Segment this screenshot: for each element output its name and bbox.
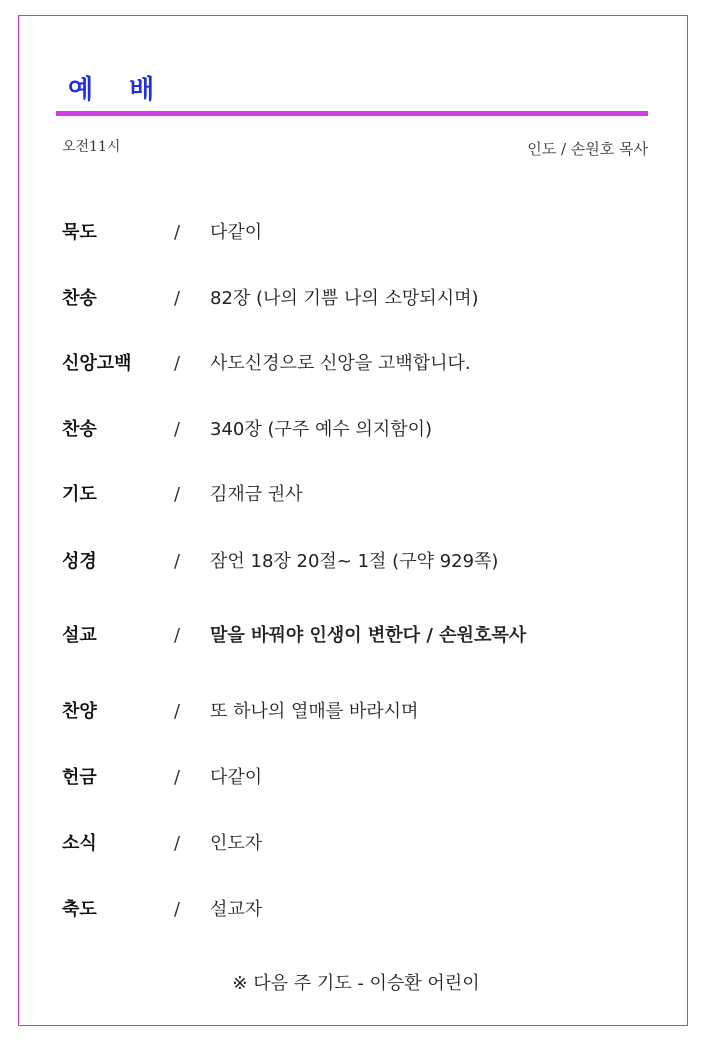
order-item-separator: / <box>174 484 181 505</box>
order-item-hymn <box>0 415 712 445</box>
order-item-content: 말을 바꿔야 인생이 변한다 / 손원호목사 <box>210 625 527 646</box>
order-item-silent-prayer <box>0 218 712 248</box>
order-item-content: 82장 (나의 기쁨 나의 소망되시며) <box>210 288 479 309</box>
order-item-label: 묵도 <box>62 222 97 243</box>
order-item-separator: / <box>174 625 181 646</box>
order-item-content: 인도자 <box>210 833 263 854</box>
next-week-prayer-note: ※ 다음 주 기도 - 이승환 어린이 <box>232 973 480 994</box>
order-item-announcements <box>0 829 712 859</box>
order-item-separator: / <box>174 419 181 440</box>
order-item-content: 사도신경으로 신앙을 고백합니다. <box>210 353 471 374</box>
order-item-label: 축도 <box>62 899 97 920</box>
order-item-label: 성경 <box>62 551 97 572</box>
order-item-content: 또 하나의 열매를 바라시며 <box>210 701 419 722</box>
order-item-benediction <box>0 895 712 925</box>
order-item-label: 신앙고백 <box>62 353 132 374</box>
order-item-separator: / <box>174 701 181 722</box>
order-item-content: 김재금 권사 <box>210 484 303 505</box>
order-item-label: 기도 <box>62 484 97 505</box>
order-item-separator: / <box>174 222 181 243</box>
order-item-content: 다같이 <box>210 767 263 788</box>
order-item-content: 340장 (구주 예수 의지함이) <box>210 419 433 440</box>
service-leader: 인도 / 손원호 목사 <box>527 140 648 158</box>
service-time: 오전11시 <box>62 139 121 155</box>
order-item-separator: / <box>174 899 181 920</box>
order-item-separator: / <box>174 288 181 309</box>
order-item-content: 잠언 18장 20절~ 1절 (구약 929쪽) <box>210 551 499 572</box>
order-item-label: 찬송 <box>62 419 97 440</box>
order-item-separator: / <box>174 551 181 572</box>
order-item-label: 찬송 <box>62 288 97 309</box>
order-item-separator: / <box>174 833 181 854</box>
page-title: 예배 <box>68 75 191 105</box>
order-item-praise <box>0 697 712 727</box>
order-item-label: 헌금 <box>62 767 97 788</box>
order-item-prayer <box>0 480 712 510</box>
order-item-separator: / <box>174 353 181 374</box>
order-item-hymn <box>0 284 712 314</box>
order-item-separator: / <box>174 767 181 788</box>
order-item-label: 찬양 <box>62 701 97 722</box>
order-item-label: 설교 <box>62 625 97 646</box>
order-item-confession <box>0 349 712 379</box>
order-item-sermon <box>0 621 712 651</box>
order-item-offering <box>0 763 712 793</box>
order-item-scripture <box>0 547 712 577</box>
order-item-content: 다같이 <box>210 222 263 243</box>
order-item-content: 설교자 <box>210 899 263 920</box>
order-item-label: 소식 <box>62 833 97 854</box>
